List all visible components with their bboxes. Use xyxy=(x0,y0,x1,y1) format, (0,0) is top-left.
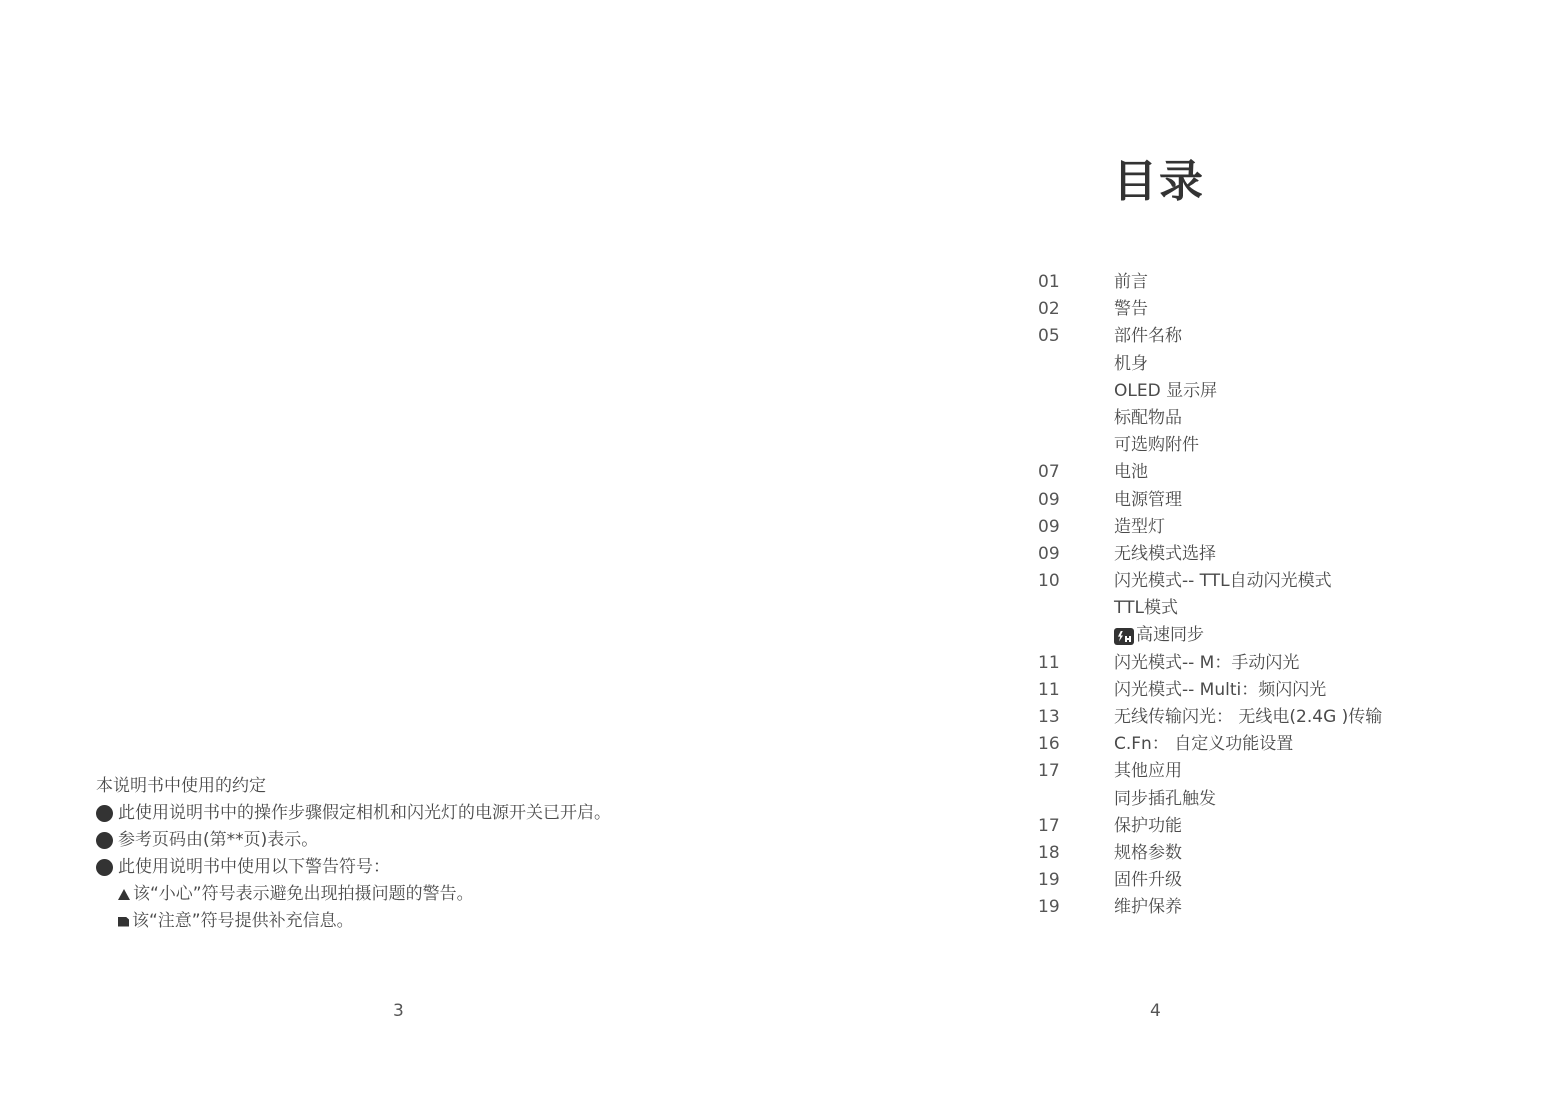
toc-entry-label: 前言 xyxy=(1114,272,1148,292)
toc-page-number xyxy=(1038,432,1114,459)
bullet-dot-icon xyxy=(96,805,113,822)
toc-row xyxy=(1038,813,1538,840)
toc-entry xyxy=(1114,568,1332,595)
toc-row xyxy=(1038,459,1538,486)
toc-page-number: 17 xyxy=(1038,815,1060,836)
toc-entry xyxy=(1114,487,1182,514)
toc-row xyxy=(1038,296,1538,323)
toc-row xyxy=(1038,323,1538,350)
toc-entry-label: 无线传输闪光： 无线电(2.4G )传输 xyxy=(1114,707,1383,727)
toc-entry xyxy=(1114,323,1182,350)
toc-row xyxy=(1038,595,1538,622)
toc-entry xyxy=(1114,731,1293,758)
toc-page-number: 13 xyxy=(1038,707,1060,727)
toc-entry xyxy=(1114,622,1204,649)
caution-line xyxy=(96,881,736,908)
toc-page-number: 09 xyxy=(1038,489,1060,510)
toc-entry xyxy=(1114,378,1217,405)
conventions-item xyxy=(96,854,736,881)
toc-page-number: 16 xyxy=(1038,734,1060,755)
toc-row xyxy=(1038,432,1538,459)
toc-entry-label: 机身 xyxy=(1114,353,1148,374)
toc-row xyxy=(1038,786,1538,813)
toc-entry xyxy=(1114,405,1182,432)
toc-page-number xyxy=(1038,405,1114,432)
toc-entry-label: 无线模式选择 xyxy=(1114,543,1216,564)
caution-triangle-icon xyxy=(118,889,130,900)
toc-row xyxy=(1038,351,1538,378)
toc-entry-label: TTL模式 xyxy=(1114,598,1178,619)
toc-entry-label: 闪光模式-- TTL自动闪光模式 xyxy=(1114,571,1332,592)
toc-page-number xyxy=(1038,351,1114,378)
toc-entry xyxy=(1114,351,1148,378)
note-icon xyxy=(118,917,129,927)
conventions-title: 本说明书中使用的约定 xyxy=(96,776,266,796)
toc-page-number: 19 xyxy=(1038,897,1060,918)
toc-row xyxy=(1038,541,1538,568)
toc-entry xyxy=(1114,296,1148,323)
toc-entry xyxy=(1114,432,1199,459)
toc-entry-label: 维护保养 xyxy=(1114,897,1182,918)
toc-entry-label: 保护功能 xyxy=(1114,815,1182,836)
toc-entry-label: C.Fn： 自定义功能设置 xyxy=(1114,734,1294,755)
toc-entry-label: 电源管理 xyxy=(1114,489,1182,510)
toc-row xyxy=(1038,867,1538,894)
toc-entry xyxy=(1114,867,1182,894)
toc-row xyxy=(1038,622,1538,649)
toc-entry xyxy=(1114,813,1182,840)
bullet-dot-icon xyxy=(96,832,113,849)
right-page xyxy=(778,0,1557,1104)
toc-entry xyxy=(1114,650,1299,677)
toc-page-number xyxy=(1038,595,1114,622)
toc-page-number: 09 xyxy=(1038,516,1060,537)
conventions-item-text: 此使用说明书中的操作步骤假定相机和闪光灯的电源开关已开启。 xyxy=(118,803,611,823)
toc-page-number: 19 xyxy=(1038,870,1060,891)
toc-page-number: 10 xyxy=(1038,571,1060,592)
toc-entry-label: 电池 xyxy=(1114,462,1148,483)
toc-entry xyxy=(1114,459,1148,486)
note-text: 该“注意”符号提供补充信息。 xyxy=(132,911,354,931)
toc-page-number: 07 xyxy=(1038,462,1060,483)
toc-row xyxy=(1038,677,1538,704)
toc-page-number: 09 xyxy=(1038,543,1060,564)
toc-entry xyxy=(1114,541,1216,568)
toc-row xyxy=(1038,568,1538,595)
note-line xyxy=(96,908,736,935)
bullet-dot-icon xyxy=(96,859,113,876)
toc-entry xyxy=(1114,894,1182,921)
toc-entry xyxy=(1114,758,1182,785)
toc-entry xyxy=(1114,514,1165,541)
toc-page-number xyxy=(1038,378,1114,405)
toc-row xyxy=(1038,840,1538,867)
toc-row xyxy=(1038,894,1538,921)
toc-page-number: 11 xyxy=(1038,679,1060,700)
toc-entry xyxy=(1114,840,1182,867)
toc-page-number: 01 xyxy=(1038,272,1060,292)
conventions-item-text: 此使用说明书中使用以下警告符号： xyxy=(118,857,390,877)
toc-entry xyxy=(1114,677,1326,704)
toc-row xyxy=(1038,269,1538,296)
toc-row xyxy=(1038,650,1538,677)
toc-entry xyxy=(1114,704,1382,731)
caution-text: 该“小心”符号表示避免出现拍摄问题的警告。 xyxy=(133,884,474,904)
toc-entry-label: 部件名称 xyxy=(1114,326,1182,347)
toc-entry-label: 标配物品 xyxy=(1114,407,1182,428)
toc-row xyxy=(1038,731,1538,758)
conventions-item xyxy=(96,800,736,827)
conventions-item xyxy=(96,827,736,854)
high-speed-sync-icon xyxy=(1114,628,1134,645)
toc-title: 目录 xyxy=(1113,156,1205,207)
toc-row xyxy=(1038,704,1538,731)
toc-row xyxy=(1038,514,1538,541)
left-page xyxy=(0,0,778,1104)
toc-entry-label: 高速同步 xyxy=(1136,625,1204,646)
toc-row xyxy=(1038,378,1538,405)
toc-entry-label: 规格参数 xyxy=(1114,842,1182,863)
toc-entry-label: OLED 显示屏 xyxy=(1114,380,1218,401)
toc-entry-label: 固件升级 xyxy=(1114,870,1182,891)
toc-page-number: 02 xyxy=(1038,299,1060,320)
toc-entry-label: 同步插孔触发 xyxy=(1114,788,1216,809)
toc-entry-label: 可选购附件 xyxy=(1114,435,1199,456)
toc-page-number: 05 xyxy=(1038,326,1060,347)
toc-entry-label: 造型灯 xyxy=(1114,516,1165,537)
conventions-item-text: 参考页码由(第**页)表示。 xyxy=(118,830,319,850)
toc-row xyxy=(1038,758,1538,785)
toc-entry-label: 其他应用 xyxy=(1114,761,1182,782)
toc-row xyxy=(1038,487,1538,514)
toc-entry xyxy=(1114,269,1148,296)
toc-entry-label: 警告 xyxy=(1114,299,1148,320)
toc-page-number: 17 xyxy=(1038,761,1060,782)
toc-page-number xyxy=(1038,622,1114,649)
table-of-contents xyxy=(1038,269,1538,922)
page-number: 3 xyxy=(393,1001,404,1021)
toc-entry-label: 闪光模式-- M：手动闪光 xyxy=(1114,652,1300,673)
toc-entry-label: 闪光模式-- Multi：频闪闪光 xyxy=(1114,679,1327,700)
toc-entry xyxy=(1114,786,1216,813)
toc-page-number: 11 xyxy=(1038,652,1060,673)
conventions-section xyxy=(96,773,736,935)
page-number: 4 xyxy=(1150,1001,1161,1021)
toc-page-number xyxy=(1038,786,1114,813)
toc-entry xyxy=(1114,595,1178,622)
toc-row xyxy=(1038,405,1538,432)
toc-page-number: 18 xyxy=(1038,842,1060,863)
